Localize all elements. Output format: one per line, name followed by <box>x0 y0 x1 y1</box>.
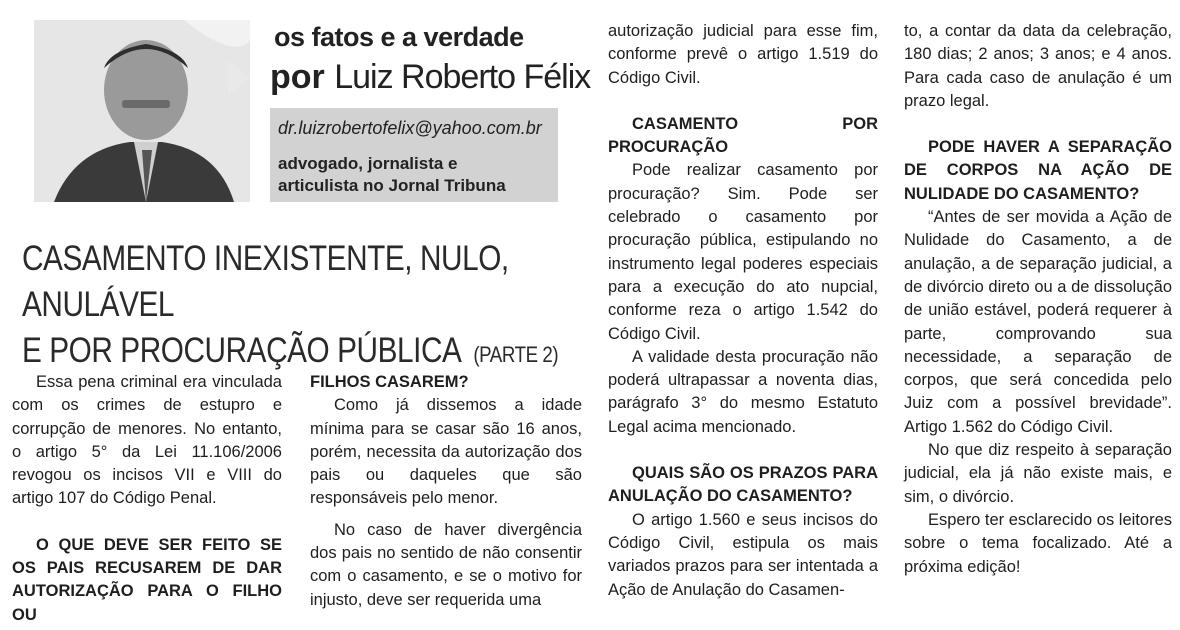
author-role: articulista no Jornal Tribuna <box>278 176 506 195</box>
column-name: os fatos e a verdade <box>274 22 524 52</box>
paragraph-continued: autorização judicial para esse fim, conforme prevê o artigo 1.519 do Código Civil. <box>608 22 878 87</box>
author-info-box <box>270 108 558 202</box>
author-portrait-icon <box>34 20 250 202</box>
article-column-2 <box>310 371 582 612</box>
author-role: advogado, jornalista e <box>278 154 458 173</box>
byline <box>270 58 590 97</box>
section-heading: QUAIS SÃO OS PRAZOS PARA ANULAÇÃO DO CASAMENTO? <box>608 464 878 506</box>
paragraph: No que diz respeito à separação judicial, ela já não existe mais, e sim, o divórcio. <box>904 441 1172 506</box>
section-heading: CASAMENTO POR PROCURAÇÃO <box>608 114 878 157</box>
paragraph: Como já dissemos a idade mínima para se casar são 16 anos, porém, necessita da autorização dos pais ou daqueles que são responsáveis pelo menor. <box>310 396 582 508</box>
article-column-3 <box>608 20 878 602</box>
photo-pointer <box>228 60 250 96</box>
paragraph: “Antes de ser movida a Ação de Nulidade do Casamento, a de anulação, a de separação judicial, a de divórcio direto ou a de dissolução de união estável, poderá requerer à parte, comprovando sua necessidade, a separação de corpos, que será concedida pelo Juiz com a possível brevidade”. Artigo 1.562 do Código Civil. <box>904 208 1172 436</box>
article-column-1 <box>12 371 282 627</box>
article-column-4 <box>904 20 1172 579</box>
author-photo <box>34 20 250 202</box>
section-heading: O QUE DEVE SER FEITO SE OS PAIS RECUSAREM DE DAR AUTORIZAÇÃO PARA O FILHO OU <box>12 535 282 624</box>
section-heading: PODE HAVER A SEPARAÇÃO DE CORPOS NA AÇÃO DE NULIDADE DO CASAMENTO? <box>904 138 1172 203</box>
paragraph: A validade desta procuração não poderá ultrapassar a noventa dias, parágrafo 3° do mesmo Estatuto Legal acima mencionado. <box>608 347 878 436</box>
headline-line-1: CASAMENTO INEXISTENTE, NULO, ANULÁVEL <box>22 239 509 324</box>
paragraph-continued: to, a contar da data da celebração, 180 dias; 2 anos; 3 anos; e 4 anos. Para cada caso de anulação é um prazo legal. <box>904 22 1172 110</box>
paragraph: O artigo 1.560 e seus incisos do Código Civil, estipula os mais variados prazos para ser intentada a Ação de Anulação do Casamen- <box>608 510 878 599</box>
section-heading-continued: FILHOS CASAREM? <box>310 373 469 391</box>
author-name: Luiz Roberto Félix <box>334 58 591 96</box>
paragraph: Essa pena criminal era vinculada com os crimes de estupro e corrupção de menores. No entanto, o artigo 5° da Lei 11.106/2006 revogou os incisos VII e VIII do artigo 107 do Código Penal. <box>12 373 282 508</box>
paragraph: No caso de haver divergência dos pais no sentido de não consentir com o casamento, e se o motivo for injusto, deve ser requerida uma <box>310 520 582 609</box>
byline-prefix: por <box>270 58 325 96</box>
paragraph: Espero ter esclarecido os leitores sobre o tema focalizado. Até a próxima edição! <box>904 510 1172 576</box>
headline <box>22 236 597 378</box>
headline-line-2-text: E POR PROCURAÇÃO PÚBLICA <box>22 331 462 370</box>
author-email: dr.luizrobertofelix@yahoo.com.br <box>278 118 542 138</box>
headline-part: (PARTE 2) <box>473 342 559 367</box>
paragraph: Pode realizar casamento por procuração? Sim. Pode ser celebrado o casamento por procuração pública, estipulando no instrumento legal poderes especiais para a execução do ato nupcial, conforme reza o artigo 1.542 do Código Civil. <box>608 161 878 343</box>
